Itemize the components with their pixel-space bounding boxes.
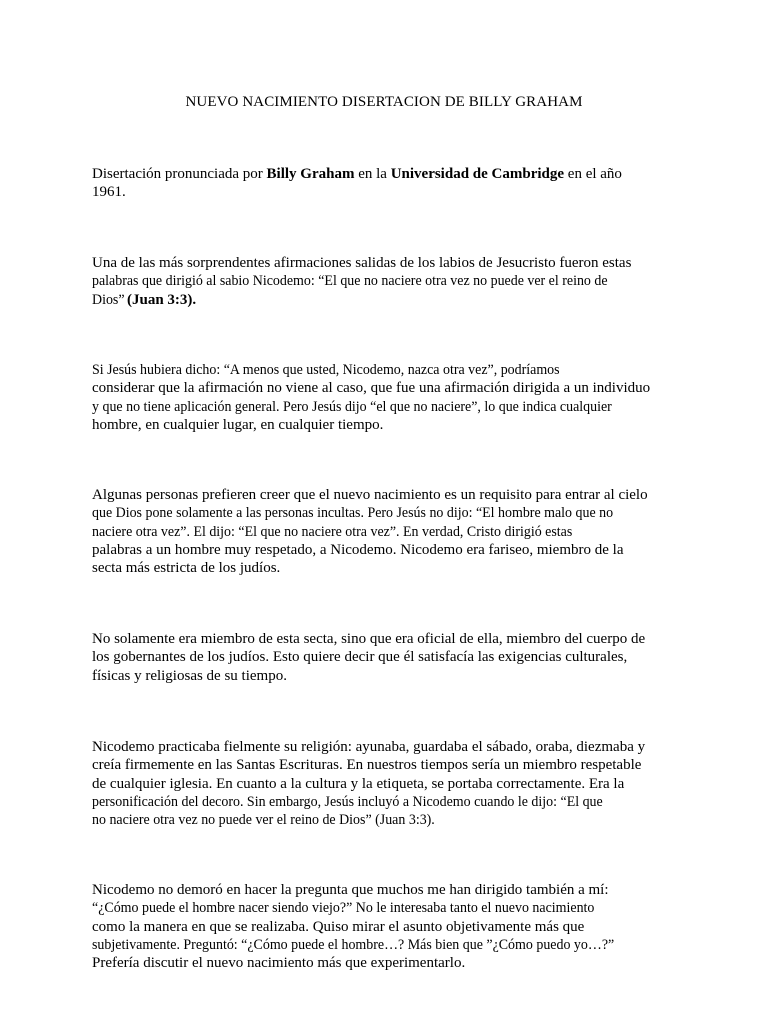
paragraph-line-text: Dios” <box>92 291 125 308</box>
paragraph-line <box>92 811 682 829</box>
paragraph-line: hombre, en cualquier lugar, en cualquier tiempo. <box>92 416 384 433</box>
paragraph-line <box>92 793 682 811</box>
paragraph-line-text: “¿Cómo puede el hombre nacer siendo viejo?” No le interesaba tanto el nuevo nacimiento <box>92 900 595 917</box>
paragraph-line-text: que Dios pone solamente a las personas incultas. Pero Jesús no dijo: “El hombre malo que no <box>92 505 614 522</box>
paragraph-line: considerar que la afirmación no viene al caso, que fue una afirmación dirigida a un individuo <box>92 380 651 397</box>
paragraph-line <box>92 504 682 522</box>
paragraph-line: No solamente era miembro de esta secta, sino que era oficial de ella, miembro del cuerpo de <box>92 631 646 647</box>
paragraph-line <box>92 936 682 954</box>
paragraph-line <box>92 361 682 379</box>
paragraph-line: Prefería discutir el nuevo nacimiento más que experimentarlo. <box>92 955 466 972</box>
intro-line-1 <box>92 165 682 183</box>
paragraph-line-text: palabras que dirigió al sabio Nicodemo: “El que no naciere otra vez no puede ver el reino de <box>92 273 608 290</box>
scripture-reference: (Juan 3:3). <box>127 291 197 308</box>
university-name: Universidad de Cambridge <box>390 166 565 182</box>
paragraph-line <box>92 398 682 416</box>
paragraph-line: secta más estricta de los judíos. <box>92 560 281 577</box>
paragraph-line: Algunas personas prefieren creer que el nuevo nacimiento es un requisito para entrar al cielo <box>92 487 648 503</box>
paragraph-line-text: personificación del decoro. Sin embargo, Jesús incluyó a Nicodemo cuando le dijo: “El que <box>92 793 603 810</box>
paragraph-line: creía firmemente en las Santas Escrituras. En nuestros tiempos sería un miembro respetable <box>92 757 642 774</box>
paragraph-6 <box>92 738 682 829</box>
intro-text-after-university: en el año <box>564 166 622 182</box>
paragraph-line: los gobernantes de los judíos. Esto quiere decir que él satisfacía las exigencias culturales, <box>92 649 628 666</box>
paragraph-3 <box>92 361 682 434</box>
paragraph-line-text: no naciere otra vez no puede ver el reino de Dios” (Juan 3:3). <box>92 812 435 829</box>
document-title: NUEVO NACIMIENTO DISERTACION DE BILLY GRAHAM <box>185 94 583 110</box>
paragraph-7 <box>92 881 682 972</box>
intro-text-before-speaker: Disertación pronunciada por <box>92 166 267 182</box>
intro-year: 1961. <box>92 184 126 201</box>
intro-paragraph <box>92 165 682 202</box>
paragraph-line <box>92 899 682 917</box>
paragraph-line <box>92 523 682 541</box>
speaker-name: Billy Graham <box>266 166 355 182</box>
paragraph-line: Una de las más sorprendentes afirmaciones salidas de los labios de Jesucristo fueron estas <box>92 255 632 271</box>
paragraph-2 <box>92 254 682 309</box>
paragraph-line-text: y que no tiene aplicación general. Pero Jesús dijo “el que no naciere”, lo que indica cualquier <box>92 398 612 415</box>
paragraph-line: físicas y religiosas de su tiempo. <box>92 667 287 684</box>
paragraph-line-text: Si Jesús hubiera dicho: “A menos que usted, Nicodemo, nazca otra vez”, podríamos <box>92 362 560 378</box>
paragraph-line <box>92 272 682 290</box>
paragraph-line: palabras a un hombre muy respetado, a Nicodemo. Nicodemo era fariseo, miembro de la <box>92 541 624 558</box>
paragraph-line-text: naciere otra vez”. El dijo: “El que no naciere otra vez”. En verdad, Cristo dirigió estas <box>92 523 573 540</box>
paragraph-line: Nicodemo no demoró en hacer la pregunta que muchos me han dirigido también a mí: <box>92 882 609 898</box>
intro-text-middle: en la <box>354 166 391 182</box>
paragraph-line: como la manera en que se realizaba. Quiso mirar el asunto objetivamente más que <box>92 918 585 935</box>
paragraph-line: Nicodemo practicaba fielmente su religión: ayunaba, guardaba el sábado, oraba, diezmaba y <box>92 739 646 755</box>
paragraph-line: de cualquier iglesia. En cuanto a la cultura y la etiqueta, se portaba correctamente. Era la <box>92 775 625 792</box>
paragraph-line-text: subjetivamente. Preguntó: “¿Cómo puede el hombre…? Más bien que ”¿Cómo puedo yo…?” <box>92 936 615 953</box>
paragraph-5 <box>92 630 682 685</box>
paragraph-line <box>92 291 682 309</box>
paragraph-4 <box>92 486 682 577</box>
